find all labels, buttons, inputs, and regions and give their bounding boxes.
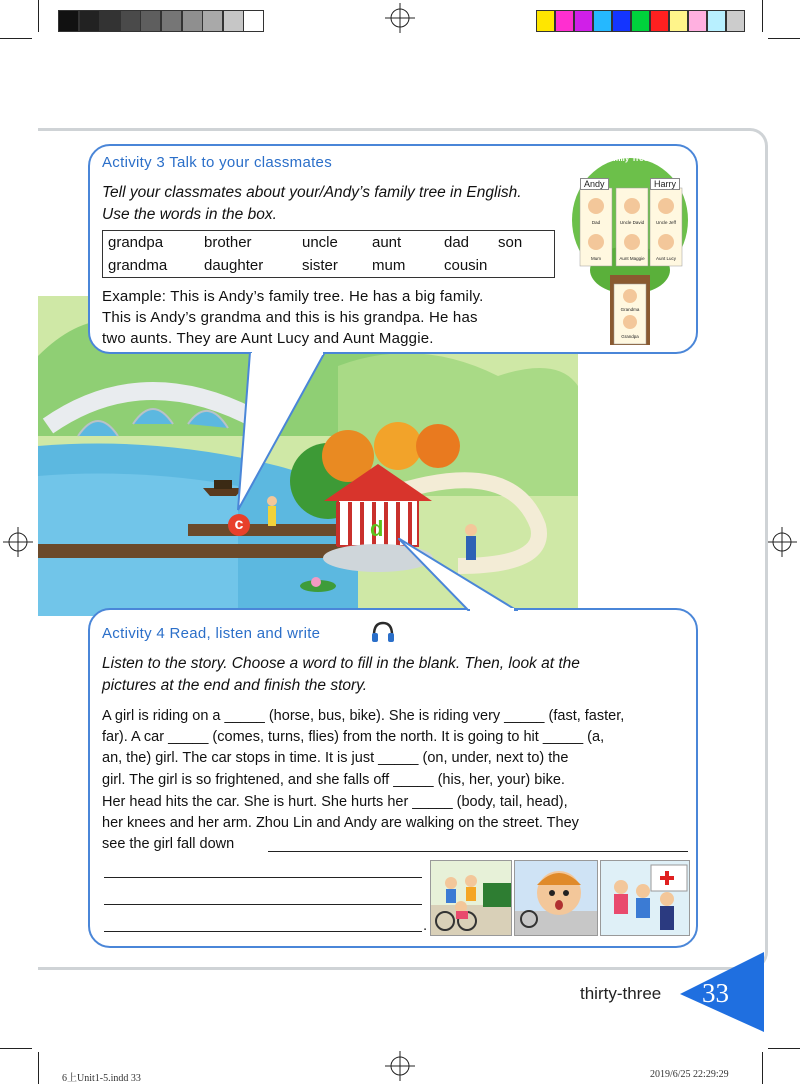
- story-line4: girl. The girl is so frightened, and she falls off _____ (his, her, your) bike.: [102, 772, 565, 788]
- color-swatch: [612, 10, 631, 32]
- scene-marker-d: d: [370, 516, 384, 541]
- activity3-title: Activity 3 Talk to your classmates: [102, 154, 332, 171]
- color-swatch: [669, 10, 688, 32]
- member-mum: Mum: [591, 256, 601, 261]
- page-number-word: thirty-three: [580, 984, 662, 1003]
- crop-mark: [38, 0, 39, 32]
- example-line3: two aunts. They are Aunt Lucy and Aunt Maggie.: [102, 330, 434, 347]
- member-aunt-maggie: Aunt Maggie: [619, 256, 645, 261]
- gray-swatch: [223, 10, 244, 32]
- example-line2: This is Andy’s grandma and this is his grandpa. He has: [102, 309, 478, 326]
- word-grandpa: grandpa: [108, 234, 164, 251]
- color-swatch: [650, 10, 669, 32]
- word-dad: dad: [444, 234, 470, 251]
- crop-mark: [762, 1052, 763, 1084]
- color-swatch: [707, 10, 726, 32]
- color-swatch: [726, 10, 745, 32]
- write-line-3[interactable]: [104, 904, 422, 905]
- headphones-icon: [370, 620, 396, 644]
- color-swatch: [593, 10, 612, 32]
- write-line-2[interactable]: [104, 877, 422, 878]
- crop-mark: [768, 1048, 800, 1049]
- story-line3: an, the) girl. The car stops in time. It is just _____ (on, under, next to) the: [102, 750, 569, 766]
- word-daughter: daughter: [204, 257, 264, 274]
- gray-swatch: [58, 10, 79, 32]
- gray-swatch: [140, 10, 161, 32]
- story-line1: A girl is riding on a _____ (horse, bus, bike). She is riding very _____ (fast, faster,: [102, 708, 625, 724]
- story-line2: far). A car _____ (comes, turns, flies) from the north. It is going to hit _____ (a,: [102, 729, 605, 745]
- gray-swatch: [243, 10, 264, 32]
- activity4-title: Activity 4 Read, listen and write: [102, 625, 321, 642]
- color-swatch: [631, 10, 650, 32]
- story-end-period: .: [423, 917, 428, 934]
- word-mum: mum: [372, 257, 406, 274]
- color-swatch: [688, 10, 707, 32]
- story-line7: see the girl fall down: [102, 836, 235, 852]
- story-picture-1: [430, 860, 512, 936]
- crop-mark: [38, 1052, 39, 1084]
- word-aunt: aunt: [372, 234, 402, 251]
- word-uncle: uncle: [302, 234, 338, 251]
- page-number-badge: [680, 952, 764, 1032]
- crop-mark: [762, 0, 763, 32]
- word-box: [102, 230, 555, 278]
- gray-swatch: [202, 10, 223, 32]
- activity4-instruction-line1: Listen to the story. Choose a word to fill in the blank. Then, look at the: [102, 655, 580, 672]
- member-aunt-lucy: Aunt Lucy: [655, 256, 676, 261]
- gray-swatch: [99, 10, 120, 32]
- write-line-4[interactable]: [104, 931, 422, 932]
- member-uncle-david: Uncle David: [619, 220, 645, 225]
- family-tree-harry-label: Harry: [650, 178, 680, 190]
- gray-swatch: [182, 10, 203, 32]
- word-sister: sister: [302, 257, 338, 274]
- crop-mark: [0, 1048, 32, 1049]
- write-line-1[interactable]: [268, 851, 688, 852]
- member-grandma: Grandma: [620, 307, 640, 312]
- gray-swatch: [120, 10, 141, 32]
- registration-mark-left: [3, 527, 33, 557]
- registration-mark-bottom: [385, 1051, 415, 1081]
- member-grandpa: Grandpa: [621, 334, 639, 339]
- word-cousin: cousin: [444, 257, 488, 274]
- member-dad: Dad: [591, 220, 601, 225]
- family-tree-title: Family Tree: [604, 154, 649, 163]
- gray-swatch: [161, 10, 182, 32]
- registration-mark-top: [385, 3, 415, 33]
- registration-mark-right: [767, 527, 797, 557]
- word-brother: brother: [204, 234, 252, 251]
- page-number: 33: [702, 978, 729, 1008]
- family-tree-illustration: [570, 150, 690, 348]
- activity3-pointer: [230, 352, 340, 512]
- example-line1: Example: This is Andy’s family tree. He has a big family.: [102, 288, 484, 305]
- activity4-pointer: [398, 538, 518, 612]
- activity3-instruction-line1: Tell your classmates about your/Andy’s family tree in English.: [102, 184, 522, 201]
- color-swatch: [574, 10, 593, 32]
- activity4-instruction-line2: pictures at the end and finish the story.: [102, 677, 368, 694]
- member-uncle-jeff: Uncle Jeff: [656, 220, 676, 225]
- color-swatch: [536, 10, 555, 32]
- footer-file-name: 6上Unit1-5.indd 33: [62, 1073, 141, 1084]
- crop-mark: [768, 38, 800, 39]
- word-son: son: [498, 234, 523, 251]
- story-line6: her knees and her arm. Zhou Lin and Andy are walking on the street. They: [102, 815, 579, 831]
- story-picture-3: [600, 860, 690, 936]
- story-picture-2: [514, 860, 598, 936]
- scene-marker-c: c: [228, 514, 250, 536]
- gray-swatch: [79, 10, 100, 32]
- footer-timestamp: 2019/6/25 22:29:29: [650, 1069, 729, 1080]
- activity3-instruction-line2: Use the words in the box.: [102, 206, 277, 223]
- crop-mark: [0, 38, 32, 39]
- color-swatch: [555, 10, 574, 32]
- word-grandma: grandma: [108, 257, 168, 274]
- story-line5: Her head hits the car. She is hurt. She hurts her _____ (body, tail, head),: [102, 794, 568, 810]
- family-tree-andy-label: Andy: [580, 178, 609, 190]
